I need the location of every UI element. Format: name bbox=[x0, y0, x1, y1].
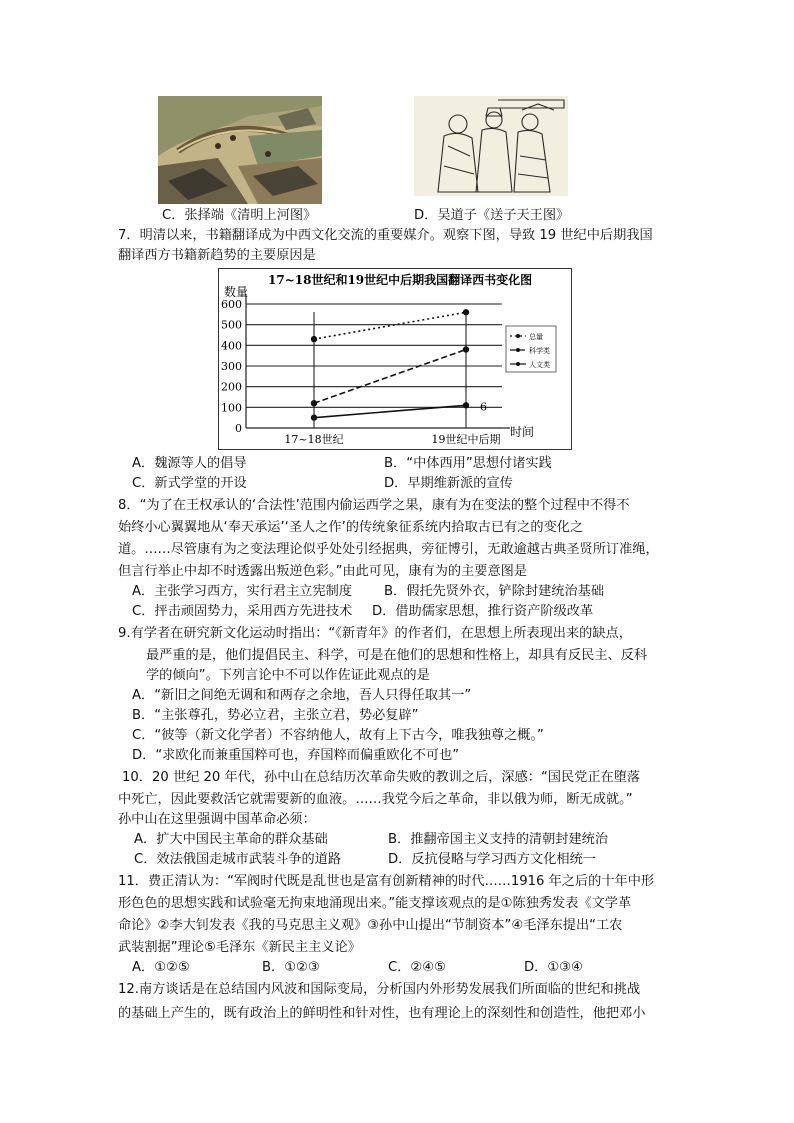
q7-stem-line-1: 7．明清以来，书籍翻译成为中西文化交流的重要媒介。观察下图，导致 19 世纪中后期我国 bbox=[118, 228, 653, 243]
data-point bbox=[311, 336, 317, 342]
qingming-painting-drawing bbox=[158, 96, 322, 204]
q9-option-c: C．“彼等（新文化学者）不容纳他人，故有上下古今，唯我独尊之概。” bbox=[132, 728, 544, 743]
legend-marker bbox=[516, 348, 520, 352]
q11-option-a: A．①②⑤ bbox=[132, 960, 190, 975]
q9-option-d: D．“求欧化而兼重国粹可也，弃国粹而偏重欧化不可也” bbox=[132, 748, 460, 763]
y-tick-label: 200 bbox=[221, 380, 242, 394]
y-tick-label: 0 bbox=[235, 422, 242, 435]
q7-option-c: C．新式学堂的开设 bbox=[132, 476, 247, 491]
q12-line-1: 12.南方谈话是在总结国内风波和国际变局，分析国内外形势发展我们所面临的世纪和挑战 bbox=[118, 982, 641, 997]
x-tick-label: 19世纪中后期 bbox=[431, 433, 501, 446]
y-tick-label: 400 bbox=[221, 339, 242, 353]
q11-option-b: B．①②③ bbox=[262, 960, 320, 975]
q8-option-c: C．抨击顽固势力，采用西方先进技术 bbox=[132, 604, 353, 619]
q8-option-a: A．主张学习西方，实行君主立宪制度 bbox=[132, 584, 353, 599]
q8-option-d: D．借助儒家思想，推行资产阶级改革 bbox=[372, 604, 594, 619]
q9-line-1: 9.有学者在研究新文化运动时指出：“《新青年》的作者们，在思想上所表现出来的缺点， bbox=[118, 626, 632, 641]
q8-line-3: 道。……尽管康有为之变法理论似乎处处引经据典，旁征博引，无敢逾越古典圣贤所订准绳， bbox=[118, 542, 659, 557]
songzi-tianwang-drawing bbox=[414, 96, 568, 196]
option-d-caption: D．吴道子《送子天王图》 bbox=[414, 208, 570, 223]
q9-option-b: B．“主张尊孔，势必立君，主张立君，势必复辟” bbox=[132, 708, 419, 723]
q7-option-b: B．“中体西用”思想付诸实践 bbox=[384, 456, 552, 471]
q9-line-3: 学的倾向”。下列言论中不可以作佐证此观点的是 bbox=[146, 668, 430, 683]
legend-label: 人文类 bbox=[529, 361, 550, 369]
q7-option-d: D．早期维新派的宣传 bbox=[384, 476, 513, 491]
data-point bbox=[463, 309, 469, 315]
q10-option-c: C．效法俄国走城市武装斗争的道路 bbox=[134, 852, 342, 867]
translation-chart-svg bbox=[218, 268, 572, 450]
q10-line-2: 中死亡，因此要救活它就需要新的血液。……我党今后之革命，非以俄为师，断无成就。” bbox=[118, 792, 633, 807]
songzi-tianwang-image bbox=[414, 96, 568, 196]
q10-option-b: B．推翻帝国主义支持的清朝封建统治 bbox=[388, 832, 609, 847]
legend-marker bbox=[516, 334, 520, 338]
legend-marker bbox=[516, 362, 520, 366]
x-tick-label: 17~18世纪 bbox=[284, 433, 344, 446]
q10-line-1: 10．20 世纪 20 年代，孙中山在总结历次革命失败的教训之后，深感：“国民党正在堕落 bbox=[122, 770, 641, 785]
chart-annotation: 6 bbox=[480, 400, 487, 414]
q10-line-3: 孙中山在这里强调中国革命必须： bbox=[118, 812, 316, 827]
q7-stem-line-2: 翻译西方书籍新趋势的主要原因是 bbox=[118, 248, 316, 263]
data-point bbox=[311, 400, 317, 406]
option-c-caption: C．张择端《清明上河图》 bbox=[162, 208, 317, 223]
q8-option-b: B．假托先贤外衣，铲除封建统治基础 bbox=[384, 584, 605, 599]
q8-line-1: 8．“为了在王权承认的‘合法性’范围内偷运西学之果，康有为在变法的整个过程中不得不 bbox=[118, 498, 630, 513]
q10-option-a: A．扩大中国民主革命的群众基础 bbox=[134, 832, 328, 847]
legend-label: 科学类 bbox=[529, 347, 550, 355]
q11-option-d: D．①③④ bbox=[524, 960, 583, 975]
qingming-painting-image bbox=[158, 96, 322, 204]
x-axis-label: 时间 bbox=[510, 425, 535, 439]
q10-option-d: D．反抗侵略与学习西方文化相统一 bbox=[388, 852, 596, 867]
q8-line-4: 但言行举止中却不时透露出叛逆色彩。”由此可见，康有为的主要意图是 bbox=[118, 564, 528, 579]
data-point bbox=[463, 402, 469, 408]
data-point bbox=[311, 414, 317, 420]
y-tick-label: 500 bbox=[221, 318, 242, 332]
q9-option-a: A．“新旧之间绝无调和和两存之余地，吾人只得任取其一” bbox=[132, 688, 472, 703]
q11-line-1: 11．费正清认为：“军阀时代既是乱世也是富有创新精神的时代……1916 年之后的十年中形 bbox=[118, 874, 655, 889]
legend-label: 总量 bbox=[529, 333, 543, 341]
y-tick-label: 100 bbox=[221, 401, 242, 415]
q11-line-3: 命论》②李大钊发表《我的马克思主义观》③孙中山提出“节制资本”④毛泽东提出“工农 bbox=[118, 918, 623, 933]
q11-line-2: 形色色的思想实践和试验毫无拘束地涌现出来。”能支撑该观点的是①陈独秀发表《文学革 bbox=[118, 896, 632, 911]
translation-chart bbox=[218, 268, 572, 450]
y-tick-label: 300 bbox=[221, 360, 242, 373]
q11-option-c: C．②④⑤ bbox=[388, 960, 446, 975]
q11-line-4: 武装割据”理论⑤毛泽东《新民主主义论》 bbox=[118, 940, 361, 955]
data-point bbox=[463, 346, 469, 352]
chart-title: 17~18世纪和19世纪中后期我国翻译西书变化图 bbox=[268, 273, 533, 287]
y-axis-label: 数量 bbox=[224, 285, 249, 299]
q7-option-a: A．魏源等人的倡导 bbox=[132, 456, 247, 471]
y-tick-label: 600 bbox=[221, 298, 242, 311]
q12-line-2: 的基础上产生的，既有政治上的鲜明性和针对性，也有理论上的深刻性和创造性，他把邓小 bbox=[118, 1006, 646, 1021]
q9-line-2: 最严重的是，他们提倡民主、科学，可是在他们的思想和性格上，却具有反民主、反科 bbox=[146, 648, 648, 663]
q8-line-2: 始终小心翼翼地从‘奉天承运’‘圣人之作’的传统象征系统内拾取古已有之的变化之 bbox=[118, 520, 584, 535]
